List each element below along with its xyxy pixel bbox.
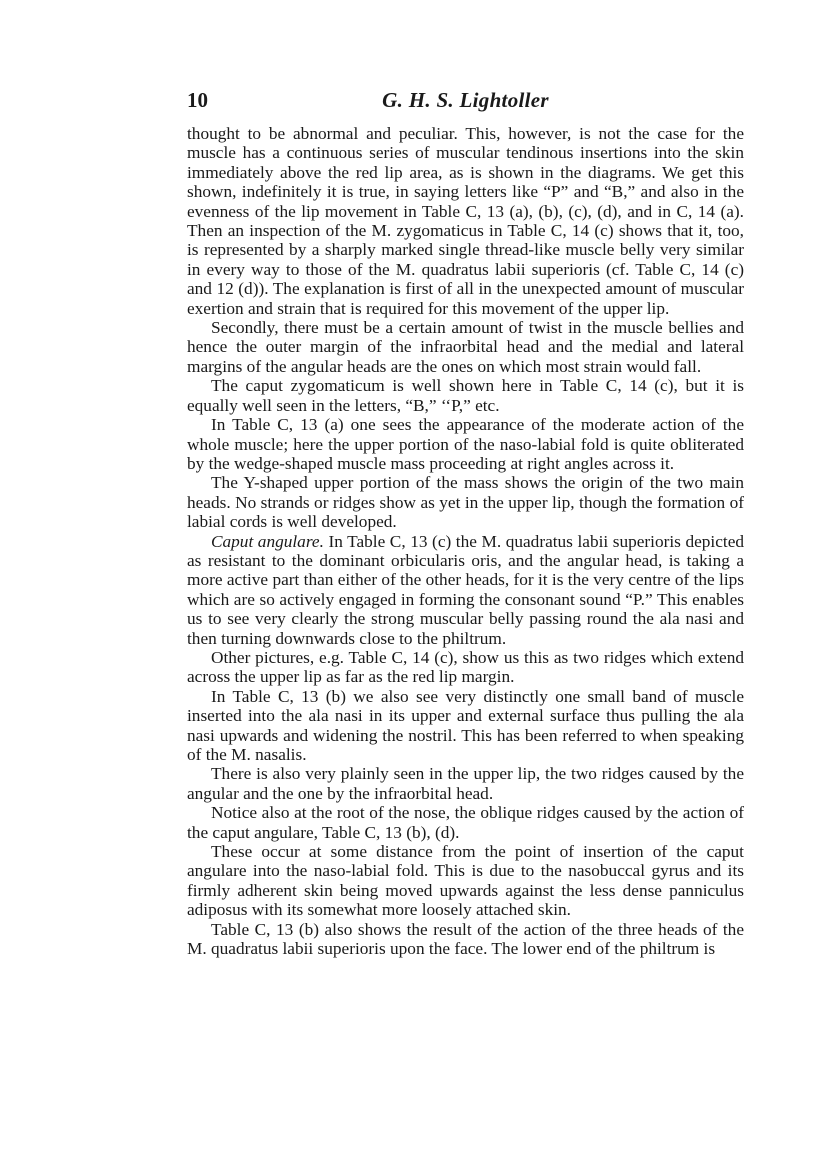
page-header [187,88,744,118]
paragraph [187,376,744,415]
page-number: 10 [187,88,208,112]
paragraph-text: Secondly, there must be a certain amount of twist in the muscle bellies and hence the outer margin of the infraorbital head and the medial and lateral margins of the angular heads are the ones on which most strain would fall. [187,318,744,376]
paragraph-text: Table C, 13 (b) also shows the result of the action of the three heads of the M. quadratus labii superioris upon the face. The lower end of the philtrum is [187,919,744,959]
paragraph-text: Notice also at the root of the nose, the oblique ridges caused by the action of the caput angulare, Table C, 13 (b), (d). [187,803,744,842]
paragraph-text: In Table C, 13 (b) we also see very distinctly one small band of muscle inserted into the ala nasi in its upper and external surface thus pulling the ala nasi upwards and widening the nostril. This has been referred to when speaking of the M. nasalis. [187,686,744,764]
paragraph [187,124,744,318]
running-head: G. H. S. Lightoller [382,88,549,112]
paragraph [187,920,744,959]
paragraph-text: In Table C, 13 (c) the M. quadratus labii superioris depicted as resistant to the dominant orbicularis oris, and the angular head, is taking a more active part than either of the other heads, for it is the very centre of the lips which are so actively engaged in forming the consonant sound “P.” This enables us to see very clearly the strong muscular belly passing round the ala nasi and then turning downwards close to the philtrum. [187,531,745,648]
paragraph [187,648,744,687]
paragraph-text: Other pictures, e.g. Table C, 14 (c), show us this as two ridges which extend across the upper lip as far as the red lip margin. [187,647,744,687]
paragraph-text: The caput zygomaticum is well shown here in Table C, 14 (c), but it is equally well seen in the letters, “B,” ‘‘P,” etc. [187,376,744,415]
paragraph-text: These occur at some distance from the point of insertion of the caput angulare into the naso-labial fold. This is due to the nasobuccal gyrus and its firmly adherent skin being moved upwards against the less dense panniculus adiposus with its somewhat more loosely attached skin. [187,842,744,920]
paragraph [187,764,744,803]
paragraph-text: thought to be abnormal and peculiar. This, however, is not the case for the muscle has a continuous series of muscular tendinous insertions into the skin immediately above the red lip area, as is shown in the diagrams. We get this shown, indefinitely it is true, in saying letters like “P” and “B,” and also in the evenness of the lip movement in Table C, 13 (a), (b), (c), (d), and in C, 14 (a). Then an inspection of the M. zygomaticus in Table C, 14 (c) shows that it, too, is represented by a sharply marked single thread-like muscle belly very similar in every way to those of the M. quadratus labii superioris (cf. Table C, 14 (c) and 12 (d)). The explanation is first of all in the unexpected amount of muscular exertion and strain that is required for this movement of the upper lip. [187,124,744,318]
paragraph-text: There is also very plainly seen in the upper lip, the two ridges caused by the angular and the one by the infraorbital head. [187,764,744,803]
paragraph [187,318,744,376]
paragraph [187,842,744,920]
section-heading-italic: Caput angulare. [211,531,324,551]
paragraph [187,803,744,842]
document-page [187,88,744,958]
paragraph [187,687,744,765]
body-text [187,124,744,958]
paragraph [187,473,744,531]
paragraph-text: In Table C, 13 (a) one sees the appearance of the moderate action of the whole muscle; here the upper portion of the naso-labial fold is quite obliterated by the wedge-shaped muscle mass proceeding at right angles across it. [187,415,744,473]
paragraph [187,415,744,473]
paragraph-text: The Y-shaped upper portion of the mass shows the origin of the two main heads. No strands or ridges show as yet in the upper lip, though the formation of labial cords is well developed. [187,473,744,532]
paragraph [187,532,744,648]
